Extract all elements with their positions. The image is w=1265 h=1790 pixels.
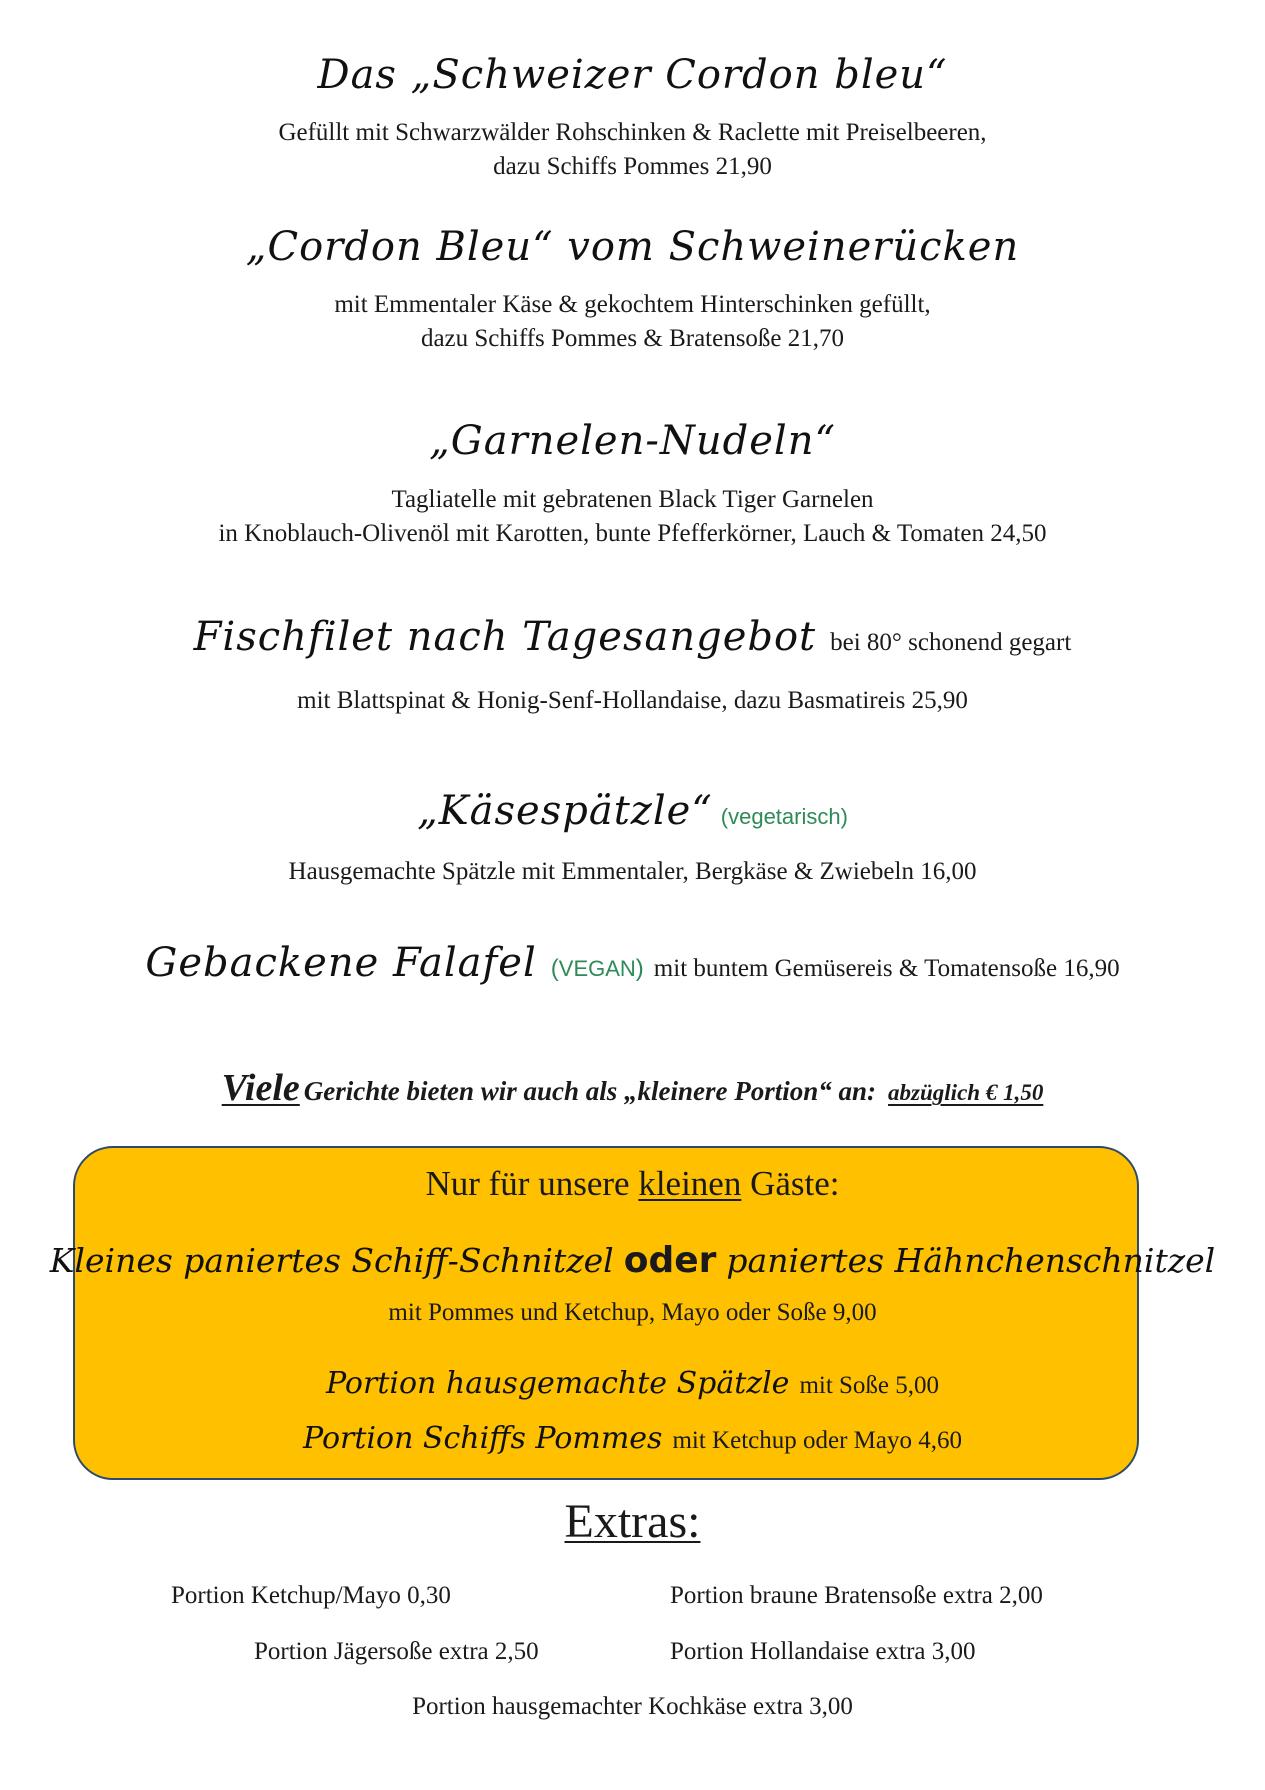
kids-pommes-desc: mit Ketchup oder Mayo 4,60 [672, 1427, 962, 1454]
kids-heading-pre: Nur für unsere [425, 1164, 630, 1203]
dish-desc-line: mit Blattspinat & Honig-Senf-Hollandaise, dazu Basmatireis 25,90 [297, 687, 968, 714]
dish-desc-line: Tagliatelle mit gebratenen Black Tiger Garnelen [391, 486, 874, 513]
extras-heading-wrap [0, 1494, 1265, 1549]
dish-title-fischfilet: Fischfilet nach Tagesangebot [193, 614, 817, 660]
kids-schnitzel-a: Kleines paniertes Schiff-Schnitzel [49, 1241, 614, 1280]
dish-title-falafel: Gebackene Falafel [145, 940, 537, 986]
kids-heading-underlined: kleinen [638, 1164, 742, 1203]
kids-heading-post: Gäste: [750, 1164, 840, 1203]
kids-pommes-line [0, 1421, 1265, 1458]
portion-note [0, 1066, 1265, 1110]
dish-desc-line: Gefüllt mit Schwarzwälder Rohschinken & Raclette mit Preiselbeeren, [278, 119, 987, 146]
kids-spaetzle-desc: mit Soße 5,00 [799, 1372, 940, 1399]
dish-desc-line: Hausgemachte Spätzle mit Emmentaler, Bergkäse & Zwiebeln 16,00 [288, 858, 977, 885]
extras-item: Portion Jägersoße extra 2,50 [254, 1638, 539, 1665]
dish-title-kaesespaetzle: „Käsespätzle“ [417, 788, 713, 834]
kids-heading [0, 1164, 1265, 1204]
portion-note-text: Gerichte bieten wir auch als „kleinere Portion“ an: [303, 1076, 877, 1106]
dish-title-cordon-bleu-pork: „Cordon Bleu“ vom Schweinerücken [245, 224, 1020, 270]
kids-schnitzel-b: paniertes Hähnchenschnitzel [726, 1241, 1216, 1280]
dish-title-garnelen-nudeln: „Garnelen-Nudeln“ [429, 418, 836, 464]
dish-heading-falafel [0, 940, 1265, 986]
vegan-tag-open: ( [550, 955, 559, 982]
vegetarian-tag: (vegetarisch) [720, 804, 848, 829]
dish-desc-line: mit Emmentaler Käse & gekochtem Hinterschinken gefüllt, [334, 291, 931, 318]
extras-item: Portion Hollandaise extra 3,00 [670, 1638, 976, 1665]
kids-schnitzel-desc: mit Pommes und Ketchup, Mayo oder Soße 9,00 [388, 1299, 877, 1326]
kids-spaetzle-line [0, 1366, 1265, 1403]
kids-schnitzel-heading [0, 1240, 1265, 1281]
vegan-tag-close: ) [635, 955, 644, 982]
portion-note-lead: Viele [221, 1067, 300, 1109]
kids-spaetzle-title: Portion hausgemachte Spätzle [325, 1366, 790, 1401]
dish-suffix: mit buntem Gemüsereis & Tomatensoße 16,90 [653, 955, 1120, 982]
dish-suffix: bei 80° schonend gegart [830, 629, 1072, 656]
portion-note-discount: abzüglich € 1,50 [888, 1080, 1044, 1105]
vegan-tag: VEGAN [558, 956, 636, 981]
extras-item: Portion braune Bratensoße extra 2,00 [670, 1582, 1043, 1609]
dish-heading-fischfilet [0, 614, 1265, 660]
kids-pommes-title: Portion Schiffs Pommes [302, 1421, 663, 1456]
dish-desc-line: dazu Schiffs Pommes & Bratensoße 21,70 [420, 325, 845, 352]
dish-desc-line: dazu Schiffs Pommes 21,90 [493, 153, 772, 180]
extras-item: Portion hausgemachter Kochkäse extra 3,00 [412, 1693, 853, 1720]
dish-heading-kaesespaetzle [0, 788, 1265, 834]
extras-item: Portion Ketchup/Mayo 0,30 [171, 1582, 451, 1609]
kids-schnitzel-or: oder [623, 1240, 717, 1281]
dish-desc-line: in Knoblauch-Olivenöl mit Karotten, bunte Pfefferkörner, Lauch & Tomaten 24,50 [218, 520, 1047, 547]
extras-heading: Extras: [564, 1495, 701, 1548]
dish-title-cordon-bleu-swiss: Das „Schweizer Cordon bleu“ [317, 52, 948, 98]
